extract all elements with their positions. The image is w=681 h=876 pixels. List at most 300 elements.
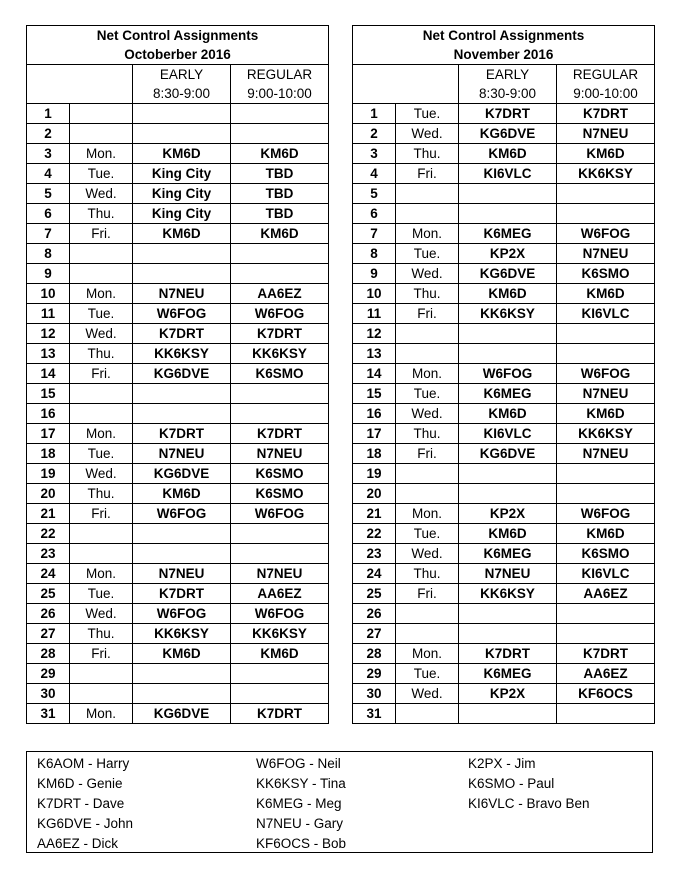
early-assignment-cell: K6MEG [459,544,557,564]
regular-assignment-cell: KM6D [557,404,655,424]
schedule-row [353,604,655,624]
weekday-cell [396,704,459,724]
october-header-blank [27,65,133,104]
regular-assignment-cell: W6FOG [231,604,329,624]
date-cell: 25 [27,584,70,604]
schedule-row [353,224,655,244]
date-cell: 13 [27,344,70,364]
regular-assignment-cell [557,204,655,224]
early-assignment-cell: K7DRT [459,104,557,124]
date-cell: 3 [27,144,70,164]
early-assignment-cell: KM6D [459,144,557,164]
weekday-cell [396,464,459,484]
early-assignment-cell: N7NEU [133,564,231,584]
date-cell: 29 [27,664,70,684]
legend-entry: KI6VLC - Bravo Ben [468,796,590,811]
date-cell: 11 [27,304,70,324]
weekday-cell: Thu. [396,424,459,444]
schedule-row [27,624,329,644]
early-assignment-cell: KI6VLC [459,424,557,444]
date-cell: 28 [27,644,70,664]
weekday-cell [70,104,133,124]
weekday-cell [70,264,133,284]
date-cell: 4 [353,164,396,184]
regular-assignment-cell: KK6KSY [557,424,655,444]
schedule-row [353,384,655,404]
weekday-cell: Mon. [70,704,133,724]
legend-column [256,754,346,854]
schedule-row [27,704,329,724]
schedule-row [27,184,329,204]
date-cell: 21 [353,504,396,524]
legend-entry: K6AOM - Harry [37,756,130,771]
regular-assignment-cell: KM6D [557,284,655,304]
date-cell: 18 [27,444,70,464]
date-cell: 27 [353,624,396,644]
schedule-row [27,644,329,664]
legend-entry: KG6DVE - John [37,816,134,831]
schedule-row [27,584,329,604]
weekday-cell: Tue. [70,584,133,604]
early-assignment-cell: K7DRT [459,644,557,664]
weekday-cell [396,184,459,204]
weekday-cell: Wed. [396,544,459,564]
november-month-label: November 2016 [353,45,655,65]
date-cell: 8 [27,244,70,264]
early-assignment-cell: KK6KSY [133,344,231,364]
early-assignment-cell: KM6D [133,484,231,504]
early-assignment-cell: King City [133,184,231,204]
regular-assignment-cell: KI6VLC [557,564,655,584]
weekday-cell: Mon. [70,144,133,164]
date-cell: 29 [353,664,396,684]
early-assignment-cell: KP2X [459,504,557,524]
regular-assignment-cell: N7NEU [231,564,329,584]
regular-assignment-cell [231,664,329,684]
regular-assignment-cell [557,604,655,624]
schedule-row [353,504,655,524]
regular-assignment-cell: AA6EZ [557,664,655,684]
regular-assignment-cell: W6FOG [231,304,329,324]
early-assignment-cell: K6MEG [459,224,557,244]
early-assignment-cell: KG6DVE [133,364,231,384]
weekday-cell: Tue. [396,384,459,404]
weekday-cell: Wed. [396,124,459,144]
date-cell: 31 [27,704,70,724]
october-month-label: Octoberber 2016 [27,45,329,65]
date-cell: 30 [353,684,396,704]
early-assignment-cell: KG6DVE [459,124,557,144]
date-cell: 2 [353,124,396,144]
legend-entry: AA6EZ - Dick [37,836,119,851]
regular-assignment-cell [231,404,329,424]
schedule-row [27,244,329,264]
date-cell: 3 [353,144,396,164]
legend-entry: K6SMO - Paul [468,776,555,791]
weekday-cell: Wed. [70,184,133,204]
november-header-early-time: 8:30-9:00 [459,84,557,104]
regular-assignment-cell: TBD [231,184,329,204]
regular-assignment-cell: K6SMO [231,484,329,504]
legend-column [37,754,133,854]
date-cell: 14 [353,364,396,384]
early-assignment-cell: KK6KSY [133,624,231,644]
date-cell: 24 [27,564,70,584]
date-cell: 7 [353,224,396,244]
early-assignment-cell [459,624,557,644]
weekday-cell [396,624,459,644]
schedule-row [353,104,655,124]
regular-assignment-cell: K7DRT [231,424,329,444]
weekday-cell [70,664,133,684]
early-assignment-cell: K6MEG [459,664,557,684]
date-cell: 4 [27,164,70,184]
date-cell: 11 [353,304,396,324]
schedule-row [27,484,329,504]
date-cell: 12 [353,324,396,344]
date-cell: 17 [27,424,70,444]
schedule-row [353,404,655,424]
weekday-cell: Tue. [70,304,133,324]
regular-assignment-cell: KI6VLC [557,304,655,324]
regular-assignment-cell [231,244,329,264]
legend-entry: K6MEG - Meg [256,796,342,811]
date-cell: 16 [353,404,396,424]
early-assignment-cell [459,704,557,724]
date-cell: 1 [27,104,70,124]
schedule-row [353,424,655,444]
regular-assignment-cell: K7DRT [557,644,655,664]
regular-assignment-cell [557,184,655,204]
regular-assignment-cell [231,384,329,404]
early-assignment-cell: KM6D [459,284,557,304]
weekday-cell: Mon. [70,424,133,444]
regular-assignment-cell: KK6KSY [231,344,329,364]
date-cell: 26 [27,604,70,624]
november-schedule-table [352,25,655,724]
early-assignment-cell: KK6KSY [459,584,557,604]
schedule-row [353,304,655,324]
date-cell: 30 [27,684,70,704]
legend-entry: K2PX - Jim [468,756,536,771]
early-assignment-cell [133,264,231,284]
schedule-row [353,144,655,164]
weekday-cell: Mon. [70,564,133,584]
date-cell: 6 [27,204,70,224]
regular-assignment-cell: KF6OCS [557,684,655,704]
date-cell: 9 [27,264,70,284]
october-table-title: Net Control Assignments [27,26,329,46]
regular-assignment-cell: KK6KSY [231,624,329,644]
weekday-cell: Fri. [396,164,459,184]
regular-assignment-cell: K6SMO [231,364,329,384]
early-assignment-cell: KM6D [459,404,557,424]
date-cell: 10 [27,284,70,304]
schedule-row [27,344,329,364]
date-cell: 19 [27,464,70,484]
schedule-row [27,424,329,444]
date-cell: 20 [27,484,70,504]
weekday-cell: Tue. [70,444,133,464]
weekday-cell: Thu. [70,624,133,644]
schedule-row [353,344,655,364]
weekday-cell: Mon. [396,644,459,664]
regular-assignment-cell [557,484,655,504]
november-header-early: EARLY [459,65,557,85]
early-assignment-cell: K6MEG [459,384,557,404]
weekday-cell [396,344,459,364]
november-schedule-body [353,26,655,724]
weekday-cell [70,544,133,564]
schedule-row [27,124,329,144]
date-cell: 12 [27,324,70,344]
schedule-row [353,544,655,564]
early-assignment-cell [133,104,231,124]
early-assignment-cell [459,204,557,224]
early-assignment-cell [133,524,231,544]
early-assignment-cell: KG6DVE [459,444,557,464]
weekday-cell [70,524,133,544]
weekday-cell [396,604,459,624]
early-assignment-cell [459,184,557,204]
early-assignment-cell [133,664,231,684]
regular-assignment-cell: K7DRT [231,324,329,344]
schedule-row [27,544,329,564]
schedule-row [27,604,329,624]
schedule-row [27,384,329,404]
weekday-cell: Mon. [396,224,459,244]
schedule-row [353,204,655,224]
weekday-cell: Tue. [396,664,459,684]
weekday-cell: Wed. [70,464,133,484]
early-assignment-cell [459,464,557,484]
schedule-row [27,664,329,684]
regular-assignment-cell: W6FOG [557,504,655,524]
october-schedule-table [26,25,329,724]
date-cell: 1 [353,104,396,124]
weekday-cell: Thu. [70,204,133,224]
date-cell: 21 [27,504,70,524]
schedule-row [27,364,329,384]
date-cell: 7 [27,224,70,244]
weekday-cell: Fri. [70,644,133,664]
november-header-regular-time: 9:00-10:00 [557,84,655,104]
legend-column [468,754,590,814]
schedule-row [353,284,655,304]
weekday-cell [70,124,133,144]
date-cell: 15 [353,384,396,404]
schedule-row [27,324,329,344]
legend-entry: KF6OCS - Bob [256,836,347,851]
regular-assignment-cell [231,124,329,144]
schedule-row [353,484,655,504]
date-cell: 24 [353,564,396,584]
date-cell: 23 [27,544,70,564]
weekday-cell [396,204,459,224]
schedule-row [353,704,655,724]
schedule-row [353,364,655,384]
regular-assignment-cell: KK6KSY [557,164,655,184]
regular-assignment-cell: K7DRT [557,104,655,124]
regular-assignment-cell: KM6D [231,644,329,664]
early-assignment-cell: W6FOG [133,304,231,324]
schedule-row [27,264,329,284]
date-cell: 27 [27,624,70,644]
weekday-cell: Thu. [396,144,459,164]
date-cell: 13 [353,344,396,364]
early-assignment-cell [459,324,557,344]
early-assignment-cell [133,124,231,144]
regular-assignment-cell: AA6EZ [231,284,329,304]
legend-entry: K7DRT - Dave [37,796,125,811]
date-cell: 18 [353,444,396,464]
date-cell: 15 [27,384,70,404]
early-assignment-cell [133,384,231,404]
early-assignment-cell: K7DRT [133,584,231,604]
schedule-row [27,204,329,224]
regular-assignment-cell [557,464,655,484]
october-header-early: EARLY [133,65,231,85]
weekday-cell: Tue. [396,524,459,544]
weekday-cell [70,684,133,704]
date-cell: 6 [353,204,396,224]
schedule-row [27,504,329,524]
early-assignment-cell [459,604,557,624]
regular-assignment-cell: W6FOG [557,364,655,384]
weekday-cell: Tue. [396,104,459,124]
regular-assignment-cell [231,544,329,564]
schedule-row [27,564,329,584]
regular-assignment-cell: K6SMO [557,544,655,564]
weekday-cell: Wed. [396,404,459,424]
weekday-cell: Wed. [70,324,133,344]
date-cell: 14 [27,364,70,384]
schedule-row [27,164,329,184]
october-header-early-time: 8:30-9:00 [133,84,231,104]
weekday-cell: Wed. [396,684,459,704]
legend-entry: N7NEU - Gary [256,816,344,831]
schedule-row [27,224,329,244]
weekday-cell: Fri. [396,444,459,464]
weekday-cell: Fri. [70,504,133,524]
early-assignment-cell: KI6VLC [459,164,557,184]
schedule-row [27,304,329,324]
regular-assignment-cell: K6SMO [231,464,329,484]
legend-entry: KK6KSY - Tina [256,776,346,791]
early-assignment-cell [459,344,557,364]
schedule-row [353,264,655,284]
regular-assignment-cell [557,344,655,364]
early-assignment-cell: King City [133,164,231,184]
regular-assignment-cell: KM6D [557,524,655,544]
date-cell: 5 [27,184,70,204]
regular-assignment-cell [557,704,655,724]
schedule-row [353,444,655,464]
november-table-title: Net Control Assignments [353,26,655,46]
regular-assignment-cell: KM6D [231,224,329,244]
weekday-cell [396,324,459,344]
early-assignment-cell [133,244,231,264]
early-assignment-cell: KM6D [133,644,231,664]
legend-entry: W6FOG - Neil [256,756,341,771]
early-assignment-cell: K7DRT [133,324,231,344]
schedule-row [27,404,329,424]
early-assignment-cell: W6FOG [133,604,231,624]
early-assignment-cell: KG6DVE [133,464,231,484]
schedule-row [353,124,655,144]
schedule-row [353,564,655,584]
regular-assignment-cell: K6SMO [557,264,655,284]
early-assignment-cell: KG6DVE [459,264,557,284]
regular-assignment-cell: N7NEU [557,444,655,464]
november-header-regular: REGULAR [557,65,655,85]
early-assignment-cell [459,484,557,504]
regular-assignment-cell [557,624,655,644]
date-cell: 2 [27,124,70,144]
october-schedule-body [27,26,329,724]
schedule-row [353,184,655,204]
schedule-row [353,464,655,484]
weekday-cell: Mon. [396,504,459,524]
regular-assignment-cell: TBD [231,204,329,224]
regular-assignment-cell: N7NEU [557,384,655,404]
date-cell: 28 [353,644,396,664]
early-assignment-cell: KP2X [459,244,557,264]
regular-assignment-cell: N7NEU [231,444,329,464]
date-cell: 10 [353,284,396,304]
regular-assignment-cell: K7DRT [231,704,329,724]
early-assignment-cell: KP2X [459,684,557,704]
early-assignment-cell: N7NEU [133,284,231,304]
date-cell: 22 [27,524,70,544]
regular-assignment-cell: N7NEU [557,244,655,264]
schedule-row [27,104,329,124]
november-header-blank [353,65,459,104]
early-assignment-cell: KM6D [459,524,557,544]
early-assignment-cell: N7NEU [459,564,557,584]
early-assignment-cell [133,544,231,564]
weekday-cell: Mon. [396,364,459,384]
weekday-cell: Thu. [70,344,133,364]
schedule-row [353,244,655,264]
weekday-cell: Thu. [70,484,133,504]
weekday-cell: Tue. [70,164,133,184]
regular-assignment-cell: KM6D [231,144,329,164]
weekday-cell: Fri. [70,224,133,244]
weekday-cell: Fri. [396,304,459,324]
weekday-cell: Fri. [396,584,459,604]
date-cell: 25 [353,584,396,604]
regular-assignment-cell: KM6D [557,144,655,164]
regular-assignment-cell [231,524,329,544]
schedule-row [27,464,329,484]
schedule-row [27,284,329,304]
early-assignment-cell: K7DRT [133,424,231,444]
schedule-row [353,584,655,604]
regular-assignment-cell: N7NEU [557,124,655,144]
date-cell: 26 [353,604,396,624]
early-assignment-cell: KM6D [133,144,231,164]
weekday-cell [70,384,133,404]
weekday-cell [70,404,133,424]
schedule-row [27,144,329,164]
date-cell: 19 [353,464,396,484]
date-cell: 5 [353,184,396,204]
date-cell: 20 [353,484,396,504]
regular-assignment-cell: AA6EZ [557,584,655,604]
early-assignment-cell [133,404,231,424]
regular-assignment-cell: AA6EZ [231,584,329,604]
